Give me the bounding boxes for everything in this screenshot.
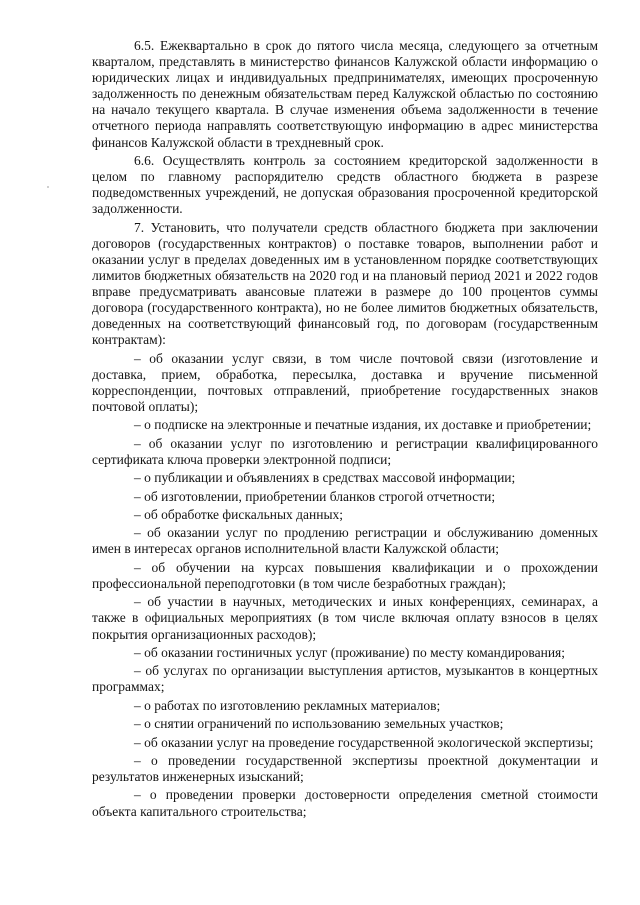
list-item-fiscal-data: – об обработке фискальных данных; (134, 507, 344, 522)
list-item-conferences: – об участии в научных, методических и иных конференциях, семинарах, а также в официальных мероприятиях (в том числе включая оплату взносов в целях покрытия организационных расходов); (92, 594, 598, 642)
list-item-communication-services: – об оказании услуг связи, в том числе почтовой связи (изготовление и доставка, прием, обработка, пересылка, доставка и вручение письменной корреспонденции, почтовых отправлений, приобретение государственных знаков почтовой оплаты); (92, 350, 598, 414)
list-item-domain-names: – об оказании услуг по продлению регистрации и обслуживанию доменных имен в интересах органов исполнительной власти Калужской области; (92, 525, 598, 557)
paragraph-6-5: 6.5. Ежеквартально в срок до пятого числа месяца, следующего за отчетным кварталом, представлять в министерство финансов Калужской области информацию о юридических лицах и индивидуальных предпринимателях, имеющих просроченную задолженность по денежным обязательствам перед Калужской областью по состоянию на начало текущего квартала. В случае изменения объема задолженности в течение отчетного периода направлять соответствующую информацию в адрес министерства финансов Калужской области в трехдневный срок. (92, 38, 598, 150)
list-item-artists: – об услугах по организации выступления артистов, музыкантов в концертных программах; (92, 663, 598, 695)
list-item-project-expertise: – о проведении государственной экспертизы проектной документации и результатов инженерных изысканий; (92, 752, 598, 785)
list-item-ecological-expertise: – об оказании услуг на проведение государственной экологической экспертизы; (134, 734, 594, 750)
list-item-publication: – о публикации и объявлениях в средствах массовой информации; (134, 470, 516, 486)
list-item-signature-certificate: – об оказании услуг по изготовлению и регистрации квалифицированного сертификата ключа проверки электронной подписи; (92, 435, 598, 467)
list-item-cost-verification: – о проведении проверки достоверности определения сметной стоимости объекта капитального строительства; (92, 787, 598, 819)
list-item-hotel-services: – об оказании гостиничных услуг (проживание) по месту командирования; (134, 644, 566, 660)
paragraph-7: 7. Установить, что получатели средств областного бюджета при заключении договоров (государственных контрактов) о поставке товаров, выполнении работ и оказании услуг в пределах доведенных им в установленном порядке соответствующих лимитов бюджетных обязательств на 2020 год и на плановый период 2021 и 2022 годов вправе предусматривать авансовые платежи в размере до 100 процентов суммы договора (государственного контракта), но не более лимитов бюджетных обязательств, доведенных на соответствующий финансовый год, по договорам (государственным контрактам): (92, 219, 598, 348)
list-item-advertising: – о работах по изготовлению рекламных материалов; (134, 697, 441, 713)
list-item-subscription: – о подписке на электронные и печатные издания, их доставке и приобретении; (134, 417, 592, 433)
list-item-training: – об обучении на курсах повышения квалификации и о прохождении профессиональной переподготовки (в том числе безработных граждан); (92, 559, 598, 591)
paragraph-6-6: 6.6. Осуществлять контроль за состоянием кредиторской задолженности в целом по главному распорядителю средств областного бюджета в разрезе подведомственных учреждений, не допуская образования просроченной кредиторской задолженности. (92, 152, 598, 217)
list-item-strict-forms: – об изготовлении, приобретении бланков строгой отчетности; (134, 488, 496, 504)
document-page (92, 38, 598, 822)
list-item-land-restrictions: – о снятии ограничений по использованию земельных участков; (134, 716, 504, 732)
scan-speck (47, 186, 49, 188)
